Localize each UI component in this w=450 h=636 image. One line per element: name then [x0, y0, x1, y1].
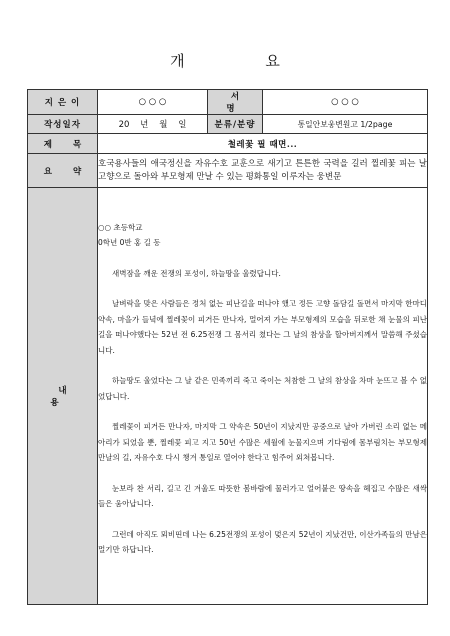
summary-label: 요 약 [28, 154, 98, 188]
subject-value: 철레꽃 필 때면... [98, 134, 428, 154]
paragraph: 그런데 아직도 뫼비띤데 나는 6.25전쟁의 포성이 멎은지 52년이 지났건만, 이산가족들의 만남은 멀기만 하답니다. [98, 529, 427, 554]
author-label: 지 은 이 [28, 90, 98, 115]
category-label: 분류/분량 [208, 115, 263, 134]
author-value: ○ ○ ○ [98, 90, 208, 115]
date-label: 작성일자 [28, 115, 98, 134]
paragraph: 새벽잠을 깨운 전쟁의 포성이, 하늘땅을 울렸답니다. [112, 268, 281, 278]
school-name: ○○ 초등학교 [98, 222, 143, 232]
paragraph: 하늘땅도 울었다는 그 날 같은 민족끼리 죽고 죽이는 처참한 그 날의 참상을 차마 눈뜨고 볼 수 없었답니다. [98, 376, 427, 401]
content-row [28, 188, 428, 605]
student-name: 0학년 0반 홍 길 동 [98, 238, 161, 247]
summary-value: 호국용사들의 애국정신을 자유수호 교훈으로 새기고 튼튼한 국력을 길러 찔레꽃 피는 날 고향으로 돌아와 부모형제 만날 수 있는 평화통일 이루자는 웅변문 [98, 154, 428, 188]
document-title: 개 요 [170, 52, 318, 70]
signature-label: 서 명 [208, 90, 263, 115]
paragraph: 찔레꽃이 피거든 만나자, 마지막 그 약속은 50년이 지났지만 공중으로 날아 가버린 소리 없는 메아리가 되었을 뿐, 찔레꽃 피고 지고 50년 수많은 세월에 눈물지으며 기다림에 몸부림치는 부모형제 만날의 길, 자유수호 다시 챙겨 통일로 열어야 한다고 힘주어 외쳐봅니다. [98, 422, 427, 462]
signature-value: ○ ○ ○ [263, 90, 428, 115]
author-row [28, 90, 428, 115]
subject-label: 제 목 [28, 134, 98, 154]
paragraph: 눈보라 찬 서리, 길고 긴 겨울도 따뜻한 봄바람에 물러가고 얼어붙은 땅속을 헤집고 수많은 새싹들은 움아납니다. [98, 483, 427, 508]
paragraph: 날벼락을 맞은 사람들은 정처 없는 피난길을 떠나야 했고 정든 고향 돌담길 돌면서 마지막 한마디 약속, 마을가 들녘에 찔레꽃이 피거든 만나자, 멀어져 가는 부모형제의 모습을 뒤로한 채 눈물의 피난길을 떠나야했다는 52년 전 6.25전쟁 그 몸서리 쳤다는 그 날의 참상을 할아버지께서 말씀해 주셨습니다. [98, 299, 427, 355]
overview-form [27, 89, 428, 605]
category-value: 통일안보웅변원고 1/2page [263, 115, 428, 134]
content-label: 내 용 [28, 188, 98, 605]
subject-row [28, 134, 428, 154]
date-row [28, 115, 428, 134]
content-body [98, 188, 428, 605]
date-value: 20 년 월 일 [98, 115, 208, 134]
summary-row [28, 154, 428, 188]
